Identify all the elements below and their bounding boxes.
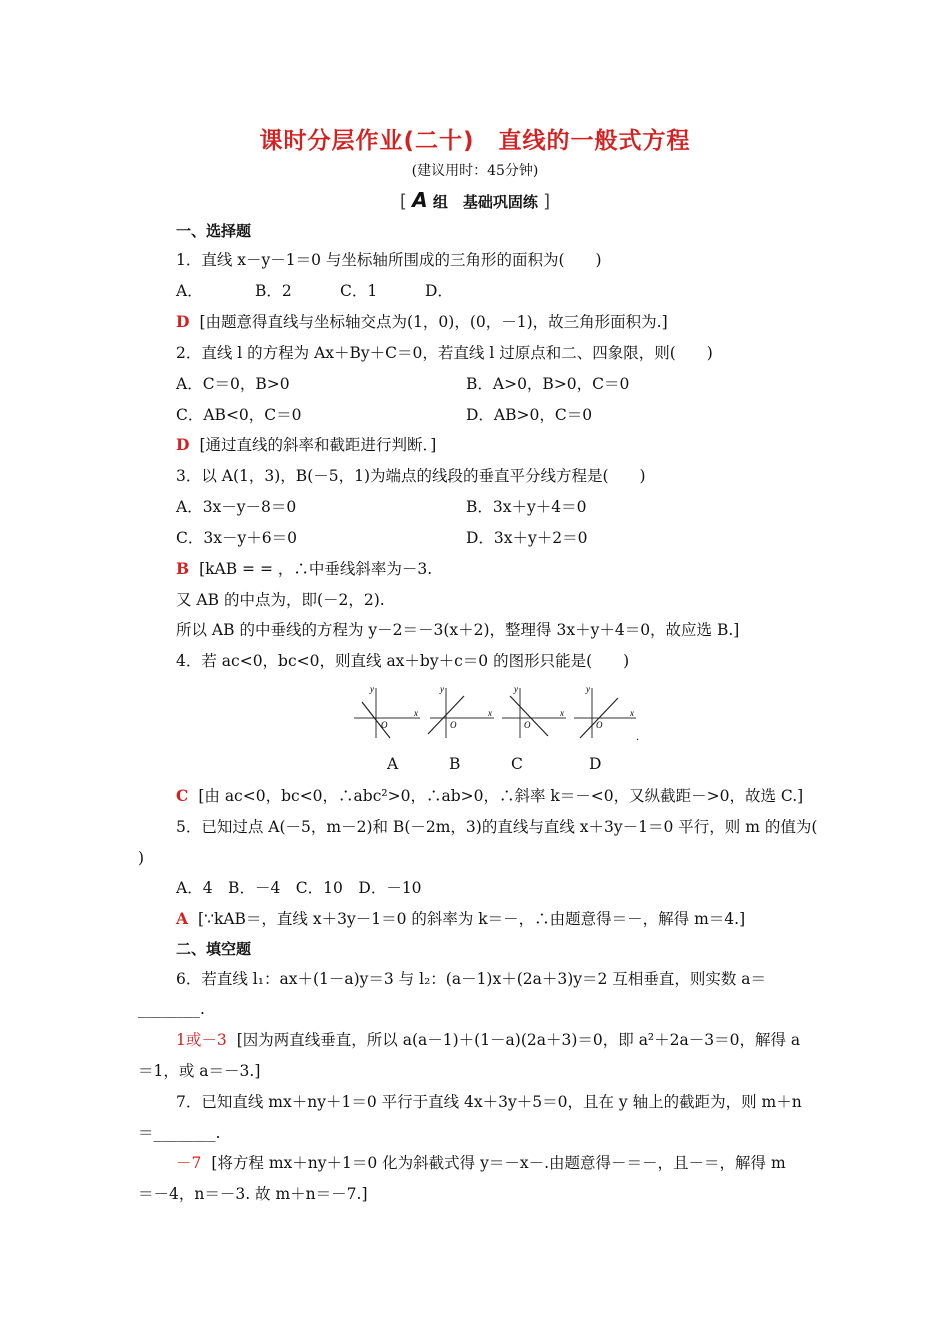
q7-explanation-2: ＝－4，n＝－3. 故 m＋n＝－7.] xyxy=(138,1185,368,1203)
q4-graph-d-y-label: y xyxy=(586,684,590,694)
q4-label-d: D xyxy=(589,755,602,773)
q5-stem-cont: ) xyxy=(138,849,145,867)
q4-graph-c xyxy=(502,684,566,738)
q4-graphs xyxy=(348,682,648,744)
q4-label-b: B xyxy=(449,755,461,773)
q6-answer xyxy=(176,1030,800,1050)
group-bracket-open: [ xyxy=(399,191,407,212)
q4-trailing-dot: . xyxy=(636,729,639,743)
q1-option-c: C．1 xyxy=(340,282,378,300)
q7-stem: 7．已知直线 mx＋ny＋1＝0 平行于直线 4x＋3y＋5＝0，且在 y 轴上的截距为，则 m＋n xyxy=(176,1093,802,1111)
q4-graph-b-y-label: y xyxy=(440,684,444,694)
q1-answer-letter: D xyxy=(176,312,190,331)
q3-option-d: D．3x＋y＋2＝0 xyxy=(466,529,588,547)
q4-graph-a xyxy=(354,684,420,738)
q1-option-b: B．2 xyxy=(255,282,292,300)
section-choice: 一、选择题 xyxy=(176,222,252,240)
q2-answer-letter: D xyxy=(176,435,190,454)
q2-option-a: A．C＝0，B>0 xyxy=(176,375,290,393)
q4-graph-b-origin: O xyxy=(450,720,457,730)
q4-graph-c-x-label: x xyxy=(560,708,564,718)
q5-answer-letter: A xyxy=(176,909,189,928)
group-heading xyxy=(0,188,950,212)
q6-stem-cont: ________. xyxy=(138,1000,205,1018)
q6-answer-value: 1或－3 xyxy=(176,1031,227,1049)
page-title: 课时分层作业(二十) 直线的一般式方程 xyxy=(259,128,691,154)
q5-answer xyxy=(176,909,745,929)
q2-stem: 2．直线 l 的方程为 Ax＋By＋C＝0，若直线 l 过原点和二、四象限，则( ) xyxy=(176,344,713,362)
q4-label-c: C xyxy=(511,755,523,773)
q2-answer xyxy=(176,435,436,455)
q3-explanation-1: [kAB = = ，∴中垂线斜率为－3. xyxy=(199,560,433,578)
q5-stem: 5．已知过点 A(－5，m－2)和 B(－2m，3)的直线与直线 x＋3y－1＝0 平行，则 m 的值为( xyxy=(176,818,818,836)
q4-graph-a-x-label: x xyxy=(414,708,418,718)
group-label: 组 基础巩固练 xyxy=(432,193,538,211)
q4-explanation: [由 ac<0，bc<0，∴abc²>0，∴ab>0，∴斜率 k＝－<0，又纵截距－>0，故选 C.] xyxy=(198,787,804,805)
group-letter: A xyxy=(412,188,428,212)
q4-graph-b xyxy=(428,684,494,738)
q2-option-d: D．AB>0，C＝0 xyxy=(466,406,593,424)
q7-answer-value: －7 xyxy=(176,1154,202,1172)
q1-explanation: [由题意得直线与坐标轴交点为(1，0)，(0，－1)，故三角形面积为.] xyxy=(199,313,668,331)
q4-graph-c-y-label: y xyxy=(514,684,518,694)
q3-option-a: A．3x－y－8＝0 xyxy=(176,498,297,516)
q6-explanation-2: ＝1，或 a＝－3.] xyxy=(138,1062,261,1080)
q4-graph-b-x-label: x xyxy=(488,708,492,718)
q1-option-a: A． xyxy=(176,282,203,300)
section-fill: 二、填空题 xyxy=(176,940,252,958)
q3-option-b: B．3x＋y＋4＝0 xyxy=(466,498,587,516)
suggested-time: (建议用时：45分钟) xyxy=(411,163,539,179)
q2-option-c: C．AB<0，C＝0 xyxy=(176,406,302,424)
q3-explanation-3: 所以 AB 的中垂线的方程为 y－2＝－3(x＋2)，整理得 3x＋y＋4＝0，故应选 B.] xyxy=(176,621,740,639)
q2-option-b: B．A>0，B>0，C＝0 xyxy=(466,375,630,393)
q7-explanation-1: [将方程 mx＋ny＋1＝0 化为斜截式得 y＝－x－.由题意得－＝－，且－＝，解得 m xyxy=(211,1154,786,1172)
q2-explanation: [通过直线的斜率和截距进行判断．] xyxy=(199,436,437,454)
q4-graph-c-origin: O xyxy=(524,720,531,730)
q4-stem: 4．若 ac<0，bc<0，则直线 ax＋by＋c＝0 的图形只能是( ) xyxy=(176,652,630,670)
q4-graph-c-line xyxy=(510,696,548,736)
q3-stem: 3．以 A(1，3)，B(－5，1)为端点的线段的垂直平分线方程是( ) xyxy=(176,467,646,485)
q4-graph-d xyxy=(574,684,636,738)
q6-stem: 6．若直线 l₁：ax＋(1－a)y＝3 与 l₂：(a－1)x＋(2a＋3)y＝2 互相垂直，则实数 a＝ xyxy=(176,970,766,988)
q3-option-c: C．3x－y＋6＝0 xyxy=(176,529,297,547)
q4-graph-a-y-label: y xyxy=(370,684,374,694)
q5-options: A．4 B．－4 C．10 D．－10 xyxy=(176,879,422,897)
q4-graph-d-x-label: x xyxy=(630,708,634,718)
q7-answer xyxy=(176,1153,786,1173)
q6-explanation-1: [因为两直线垂直，所以 a(a－1)＋(1－a)(2a＋3)＝0，即 a²＋2a－3＝0，解得 a xyxy=(236,1031,801,1049)
q7-stem-cont: ＝________. xyxy=(138,1124,221,1142)
group-bracket-close: ] xyxy=(543,191,551,212)
q4-graph-a-origin: O xyxy=(381,720,388,730)
q3-answer-letter: B xyxy=(176,559,190,578)
q4-label-a: A xyxy=(387,755,399,773)
q1-option-d: D． xyxy=(425,282,453,300)
q5-explanation: [∵kAB＝，直线 x＋3y－1＝0 的斜率为 k＝－，∴由题意得＝－，解得 m＝4.] xyxy=(198,910,746,928)
q4-graph-d-origin: O xyxy=(596,720,603,730)
q1-stem: 1．直线 x－y－1＝0 与坐标轴所围成的三角形的面积为( ) xyxy=(176,251,602,269)
q1-answer xyxy=(176,312,668,332)
q4-answer-letter: C xyxy=(176,786,189,805)
q3-explanation-2: 又 AB 的中点为，即(－2，2). xyxy=(176,591,385,609)
q3-answer xyxy=(176,559,432,579)
q4-answer xyxy=(176,786,803,806)
